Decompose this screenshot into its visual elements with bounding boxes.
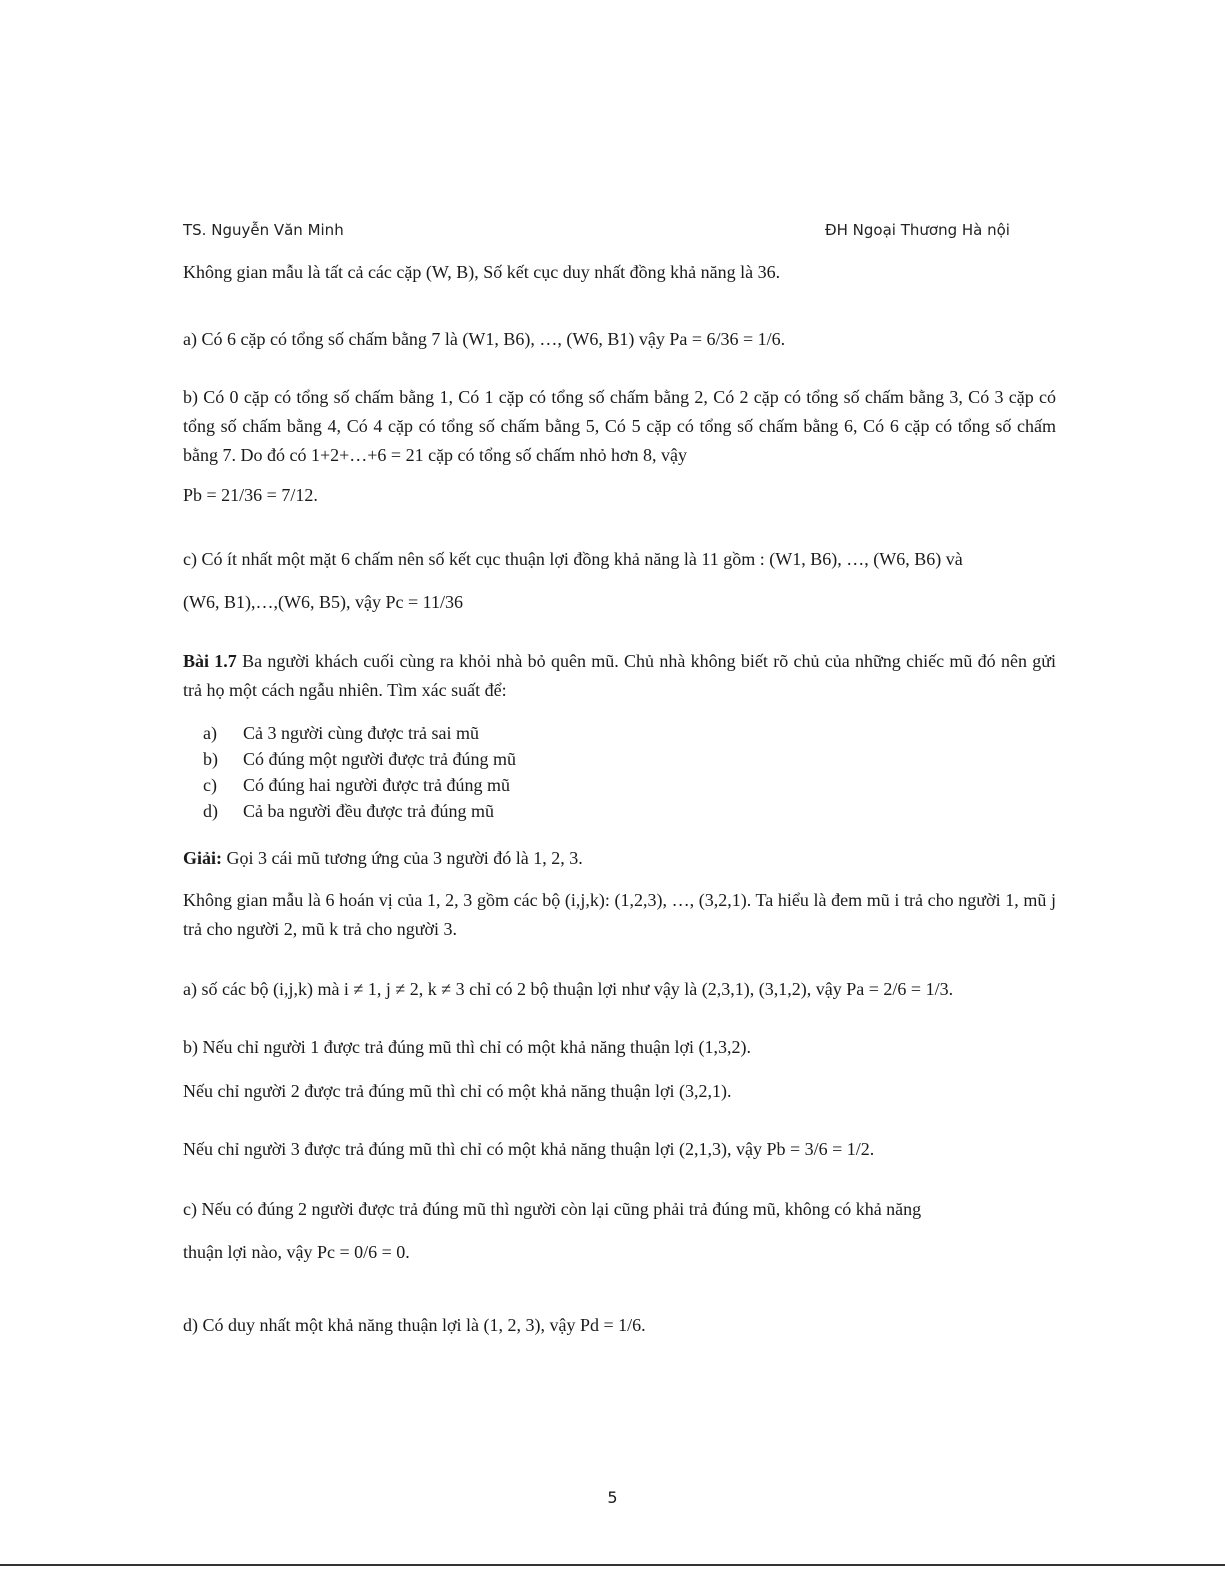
part-c-hats-line2: thuận lợi nào, vậy Pc = 0/6 = 0.: [183, 1242, 410, 1262]
list-item: [203, 773, 510, 797]
part-a-hats: a) số các bộ (i,j,k) mà i ≠ 1, j ≠ 2, k ≠ 3 chỉ có 2 bộ thuận lợi như vậy là (2,3,1), (3,1,2), vậy Pa = 2/6 = 1/3.: [183, 979, 954, 999]
exercise-text: Ba người khách cuối cùng ra khỏi nhà bỏ quên mũ. Chủ nhà không biết rõ chủ của những chiếc mũ đó nên gửi trả họ một cách ngẫu nhiên. Tìm xác suất để:: [183, 651, 1056, 700]
exercise-title: Bài 1.7: [183, 651, 237, 671]
header-institution: ĐH Ngoại Thương Hà nội: [825, 221, 1010, 239]
part-c-dice-line1: c) Có ít nhất một mặt 6 chấm nên số kết cục thuận lợi đồng khả năng là 11 gồm : (W1, B6), …, (W6, B6) và: [183, 549, 963, 569]
header-author: TS. Nguyễn Văn Minh: [183, 221, 344, 239]
solution-intro: [183, 846, 583, 870]
page-number: 5: [607, 1488, 618, 1507]
part-c-dice-line2: (W6, B1),…,(W6, B5), vậy Pc = 11/36: [183, 592, 463, 612]
list-item-label: a): [203, 723, 217, 743]
part-b-hats-1: b) Nếu chỉ người 1 được trả đúng mũ thì chỉ có một khả năng thuận lợi (1,3,2).: [183, 1037, 751, 1057]
sample-space: Không gian mẫu là 6 hoán vị của 1, 2, 3 gồm các bộ (i,j,k): (1,2,3), …, (3,2,1). Ta hiểu là đem mũ i trả cho người 1, mũ j trả cho người 2, mũ k trả cho người 3.: [183, 890, 1056, 939]
intro-line: Không gian mẫu là tất cả các cặp (W, B), Số kết cục duy nhất đồng khả năng là 36.: [183, 262, 781, 282]
solution-title: Giải:: [183, 848, 222, 868]
solution-text: Gọi 3 cái mũ tương ứng của 3 người đó là 1, 2, 3.: [222, 848, 583, 868]
list-item-text: Có đúng một người được trả đúng mũ: [243, 749, 517, 769]
part-b-dice: b) Có 0 cặp có tổng số chấm bằng 1, Có 1 cặp có tổng số chấm bằng 2, Có 2 cặp có tổng số chấm bằng 3, Có 3 cặp có tổng số chấm bằng 4, Có 4 cặp có tổng số chấm bằng 5, Có 5 cặp có tổng số chấm bằng 6, Có 6 cặp có tổng số chấm bằng 7. Do đó có 1+2+…+6 = 21 cặp có tổng số chấm nhỏ hơn 8, vậy: [183, 387, 1056, 465]
part-c-hats-line1: c) Nếu có đúng 2 người được trả đúng mũ thì người còn lại cũng phải trả đúng mũ, không có khả năng: [183, 1199, 922, 1219]
list-item: [203, 747, 516, 771]
list-item-label: d): [203, 801, 218, 821]
part-d-hats: d) Có duy nhất một khả năng thuận lợi là (1, 2, 3), vậy Pd = 1/6.: [183, 1315, 646, 1335]
part-b-hats-3: Nếu chỉ người 3 được trả đúng mũ thì chỉ có một khả năng thuận lợi (2,1,3), vậy Pb = 3/6 = 1/2.: [183, 1139, 875, 1159]
bottom-rule: [0, 1564, 1225, 1566]
exercise-1-7: [183, 647, 1056, 705]
list-item-text: Cả ba người đều được trả đúng mũ: [243, 801, 494, 821]
list-item-label: c): [203, 775, 217, 795]
list-item-text: Cả 3 người cùng được trả sai mũ: [243, 723, 480, 743]
list-item: [203, 721, 479, 745]
part-b-dice-formula: Pb = 21/36 = 7/12.: [183, 485, 318, 505]
list-item-text: Có đúng hai người được trả đúng mũ: [243, 775, 511, 795]
list-item-label: b): [203, 749, 218, 769]
part-a-dice: a) Có 6 cặp có tổng số chấm bằng 7 là (W1, B6), …, (W6, B1) vậy Pa = 6/36 = 1/6.: [183, 329, 786, 349]
part-b-hats-2: Nếu chỉ người 2 được trả đúng mũ thì chỉ có một khả năng thuận lợi (3,2,1).: [183, 1081, 732, 1101]
list-item: [203, 799, 494, 823]
